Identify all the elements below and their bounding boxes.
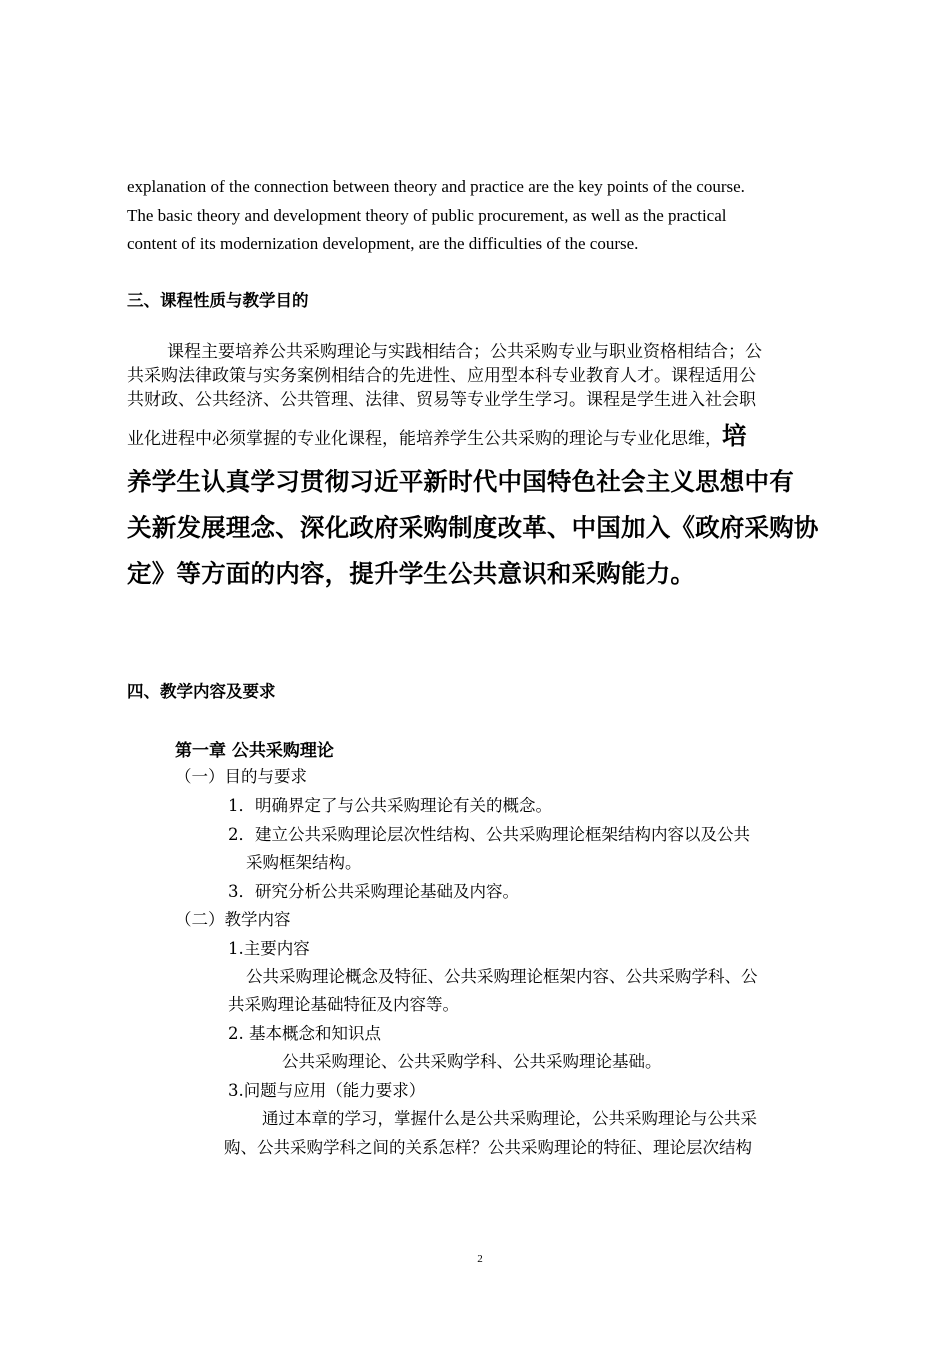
english-paragraph [127, 173, 833, 259]
chapter-title: 第一章 公共采购理论 [175, 741, 334, 761]
paragraph-line: 共采购法律政策与实务案例相结合的先进性、应用型本科专业教育人才。课程适用公 [127, 366, 756, 386]
requirement-2-line-2: 采购框架结构。 [246, 853, 362, 872]
emphasis-line: 养学生认真学习贯彻习近平新时代中国特色社会主义思想中有 [127, 467, 794, 496]
english-line: explanation of the connection between theory and practice are the key points of the course. [127, 177, 745, 196]
requirement-3: 3．研究分析公共采购理论基础及内容。 [228, 882, 519, 901]
emphasis-line: 定》等方面的内容，提升学生公共意识和采购能力。 [127, 559, 696, 588]
english-line: content of its modernization development, are the difficulties of the course. [127, 234, 639, 253]
emphasis-line: 关新发展理念、深化政府采购制度改革、中国加入《政府采购协 [127, 513, 819, 542]
main-content-title: 1.主要内容 [228, 939, 310, 958]
section-heading-4: 四、教学内容及要求 [127, 682, 276, 701]
main-content-line-2: 共采购理论基础特征及内容等。 [228, 995, 459, 1014]
part1-title: （一）目的与要求 [175, 767, 307, 786]
requirement-1: 1．明确界定了与公共采购理论有关的概念。 [228, 796, 552, 815]
requirement-2-line-1: 2．建立公共采购理论层次性结构、公共采购理论框架结构内容以及公共 [228, 825, 750, 844]
paragraph-line: 课程主要培养公共采购理论与实践相结合；公共采购专业与职业资格相结合；公 [167, 342, 762, 362]
paragraph-line: 业化进程中必须掌握的专业化课程，能培养学生公共采购的理论与专业化思维， [127, 429, 722, 449]
english-line: The basic theory and development theory of public procurement, as well as the practical [127, 205, 727, 225]
section-heading-3: 三、课程性质与教学目的 [127, 291, 309, 310]
page-number: 2 [477, 1253, 483, 1265]
application-title: 3.问题与应用（能力要求） [228, 1081, 426, 1100]
concepts-text: 公共采购理论、公共采购学科、公共采购理论基础。 [282, 1052, 662, 1071]
part2-title: （二）教学内容 [175, 910, 291, 929]
paragraph-line: 共财政、公共经济、公共管理、法律、贸易等专业学生学习。课程是学生进入社会职 [127, 390, 756, 410]
paragraph-line-with-emphasis [127, 421, 835, 451]
emphasis-start: 培 [722, 421, 747, 450]
course-nature-paragraph [127, 340, 835, 597]
main-content-line-1: 公共采购理论概念及特征、公共采购理论框架内容、公共采购学科、公 [246, 967, 758, 986]
concepts-title: 2. 基本概念和知识点 [228, 1024, 381, 1043]
application-line-1: 通过本章的学习，掌握什么是公共采购理论，公共采购理论与公共采 [262, 1109, 757, 1128]
application-line-2: 购、公共采购学科之间的关系怎样？公共采购理论的特征、理论层次结构 [224, 1138, 752, 1157]
